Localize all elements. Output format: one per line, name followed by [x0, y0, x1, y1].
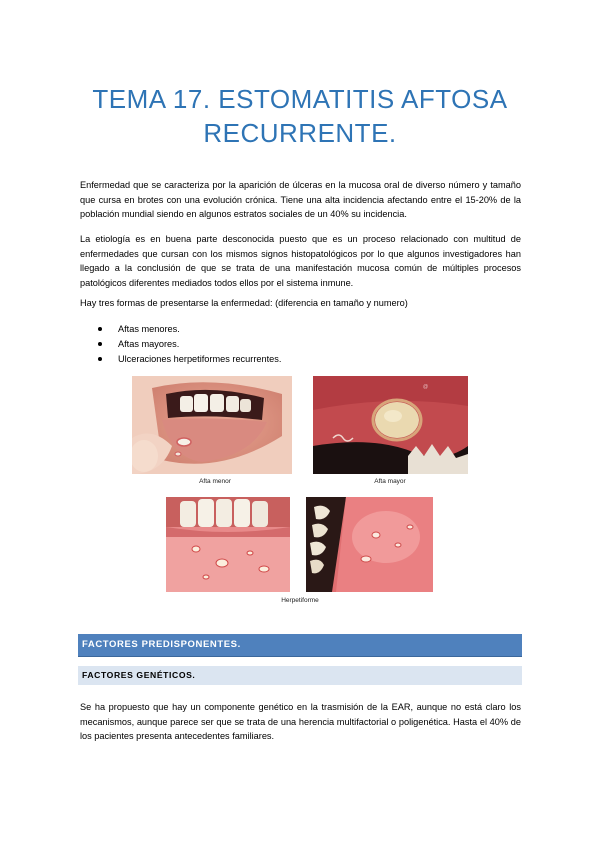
herpetiform-photo-1	[166, 497, 290, 592]
list-item-label: Aftas menores.	[118, 324, 180, 334]
herpetiform-photo-2	[306, 497, 433, 592]
forms-list	[96, 322, 281, 367]
list-item	[96, 352, 281, 367]
svg-text:@: @	[423, 384, 429, 390]
major-ulcer-photo	[313, 376, 468, 474]
bullet-icon	[98, 357, 102, 361]
page-title: TEMA 17. ESTOMATITIS AFTOSA RECURRENTE.	[92, 84, 508, 148]
caption-minor: Afta menor	[199, 478, 231, 485]
section-heading: FACTORES PREDISPONENTES.	[78, 634, 522, 656]
genetic-factors-paragraph: Se ha propuesto que hay un componente genético en la trasmisión de la EAR, aunque no está claro los mecanismos, aunque parece ser que se trata de una herencia multifactorial o poligenética. Hasta el 40% de los pacientes presenta antecedentes familiares.	[80, 702, 521, 742]
forms-paragraph: Hay tres formas de presentarse la enfermedad: (diferencia en tamaño y numero)	[80, 298, 408, 308]
list-item	[96, 322, 281, 337]
bullet-icon	[98, 327, 102, 331]
intro-paragraph: Enfermedad que se caracteriza por la aparición de úlceras en la mucosa oral de diverso número y tamaño que cursa en brotes con una evolución crónica. Tiene una alta incidencia afectando entre el 15-20% de la población mundial siendo en algunos estratos sociales de un 40% su incidencia.	[80, 180, 521, 220]
list-item-label: Ulceraciones herpetiformes recurrentes.	[118, 354, 282, 364]
list-item-label: Aftas mayores.	[118, 339, 180, 349]
subsection-heading: FACTORES GENÉTICOS.	[78, 666, 522, 685]
etiology-paragraph: La etiología es en buena parte desconocida puesto que es un proceso relacionado con multitud de enfermedades que cursan con los mismos signos histopatológicos por lo que algunos investigadores han llegado a la conclusión de que se trata de una manifestación mucosa común de múltiples procesos patológicos diferentes mediados todos ellos por el sistema inmune.	[80, 234, 521, 288]
minor-ulcer-photo	[132, 376, 292, 474]
list-item	[96, 337, 281, 352]
caption-herpetiform: Herpetiforme	[281, 597, 319, 604]
caption-major: Afta mayor	[374, 478, 406, 485]
bullet-icon	[98, 342, 102, 346]
